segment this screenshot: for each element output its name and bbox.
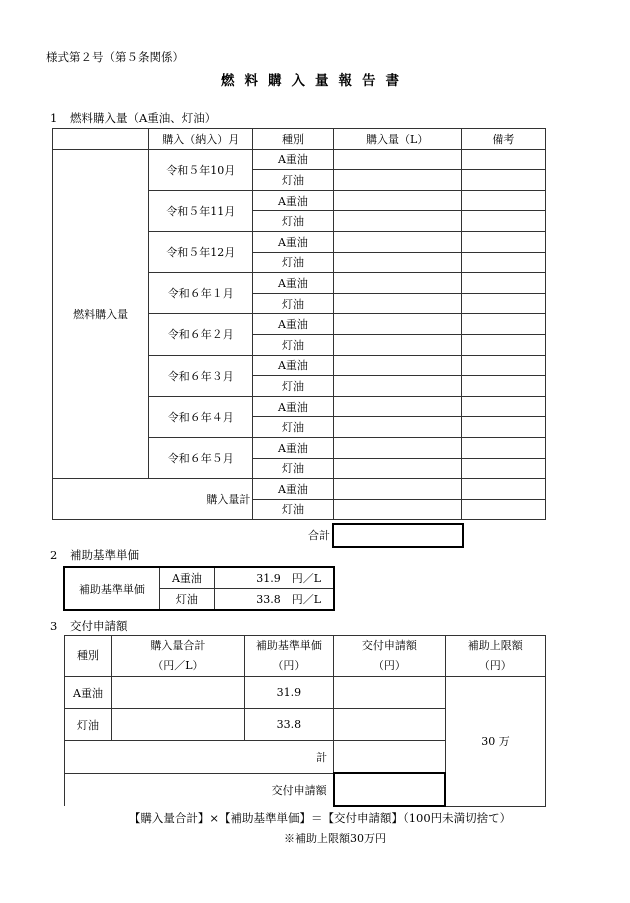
remarks-field[interactable] [461,458,545,479]
fuel-type: A重油 [253,355,333,376]
section2-title: 補助基準単価 [70,548,139,562]
remarks-field[interactable] [461,417,545,438]
col-header-purchase-total [112,636,245,677]
amount-field[interactable] [333,334,461,355]
month-cell: 令和６年３月 [149,355,253,396]
fuel-type: A重油 [253,231,333,252]
subtotal-field[interactable] [333,479,461,500]
amount-field[interactable] [333,437,461,458]
amount-field[interactable] [333,231,461,252]
application-total-field[interactable] [334,773,445,806]
remarks-field[interactable] [461,170,545,191]
remarks-field[interactable] [461,314,545,335]
fuel-type: A重油 [253,273,333,294]
amount-field[interactable] [333,355,461,376]
form-number: 様式第２号（第５条関係） [46,50,184,64]
section3-heading [50,618,128,634]
fuel-type: A重油 [159,567,215,589]
base-price-value: 33.8 [244,709,333,741]
col-header-type: 種別 [65,636,112,677]
amount-field[interactable] [333,417,461,438]
remarks-field[interactable] [461,396,545,417]
sum-field[interactable] [334,741,445,774]
month-cell: 令和６年２月 [149,314,253,355]
formula-text: 【購入量合計】×【補助基準単価】＝【交付申請額】（100円未満切捨て） [128,811,512,825]
fuel-type: 灯油 [253,293,333,314]
amount-field[interactable] [333,211,461,232]
section3-number: 3 [50,619,58,633]
month-cell: 令和６年４月 [149,396,253,437]
grand-total-field[interactable] [332,523,464,548]
fuel-type: A重油 [253,437,333,458]
amount-field[interactable] [333,190,461,211]
limit-value: 30 万 [445,677,545,807]
month-cell: 令和５年10月 [149,149,253,190]
fuel-type: A重油 [65,677,112,709]
application-field[interactable] [334,709,445,741]
base-price-value: 31.9 円／L [215,567,334,589]
base-price-table [63,566,335,611]
fuel-type: A重油 [253,149,333,170]
subtotal-label: 購入量計 [53,479,253,520]
application-field[interactable] [334,677,445,709]
amount-field[interactable] [333,149,461,170]
section3-title: 交付申請額 [70,619,128,633]
amount-field[interactable] [333,376,461,397]
remarks-field[interactable] [461,499,545,520]
amount-field[interactable] [333,396,461,417]
remarks-field[interactable] [461,334,545,355]
section1-title: 燃料購入量（A重油、灯油） [70,111,217,125]
table-row [65,677,546,709]
remarks-field[interactable] [461,149,545,170]
remarks-field[interactable] [461,437,545,458]
fuel-type: A重油 [253,396,333,417]
application-table [64,635,546,807]
table-row [53,149,546,170]
remarks-field[interactable] [461,211,545,232]
row-group-label: 燃料購入量 [53,149,149,479]
table-row [64,567,334,589]
remarks-field[interactable] [461,252,545,273]
fuel-type: 灯油 [65,709,112,741]
section2-heading [50,547,139,563]
fuel-type: 灯油 [253,376,333,397]
fuel-type: A重油 [253,190,333,211]
fuel-type: 灯油 [253,417,333,438]
col-header-amount: 購入量（L） [333,129,461,150]
purchase-total-field[interactable] [112,677,245,709]
grand-total-row [52,523,464,546]
amount-field[interactable] [333,252,461,273]
base-price-label: 補助基準単価 [64,567,159,610]
col-header-limit [445,636,545,677]
remarks-field[interactable] [461,190,545,211]
section1-number: 1 [50,111,58,125]
table-header-row [53,129,546,150]
purchase-total-field[interactable] [112,709,245,741]
amount-field[interactable] [333,314,461,335]
fuel-type: 灯油 [253,211,333,232]
fuel-type: A重油 [253,314,333,335]
remarks-field[interactable] [461,479,545,500]
col-header-type: 種別 [253,129,333,150]
grand-total-label: 合計 [308,529,330,542]
subtotal-field[interactable] [333,499,461,520]
fuel-purchase-table [52,128,546,520]
amount-field[interactable] [333,170,461,191]
fuel-type: 灯油 [253,170,333,191]
fuel-type: A重油 [253,479,333,500]
base-price-value: 31.9 [244,677,333,709]
sum-label: 計 [65,741,334,774]
subtotal-row [53,479,546,500]
limit-label: 補助上限額 [467,639,523,652]
application-label: 交付申請額 [361,639,417,652]
limit-unit: （円） [478,659,512,672]
remarks-field[interactable] [461,293,545,314]
month-cell: 令和６年１月 [149,273,253,314]
page-title: 燃料購入量報告書 [221,73,409,89]
col-header-base-price [244,636,333,677]
remarks-field[interactable] [461,273,545,294]
month-cell: 令和５年11月 [149,190,253,231]
month-cell: 令和５年12月 [149,231,253,272]
application-total-label: 交付申請額 [65,773,334,806]
month-cell: 令和６年５月 [149,437,253,478]
fuel-type: 灯油 [253,252,333,273]
purchase-total-unit: （円／L） [152,659,204,672]
amount-field[interactable] [333,293,461,314]
fuel-type: 灯油 [253,458,333,479]
application-unit: （円） [372,659,406,672]
section1-heading [50,110,216,126]
fuel-type: 灯油 [159,589,215,611]
base-price-unit: （円） [272,659,306,672]
base-price-label: 補助基準単価 [255,639,322,652]
remarks-field[interactable] [461,376,545,397]
fuel-type: 灯油 [253,499,333,520]
amount-field[interactable] [333,273,461,294]
col-header-application [334,636,445,677]
col-header-remarks: 備考 [461,129,545,150]
remarks-field[interactable] [461,355,545,376]
note-text: ※補助上限額30万円 [284,832,386,845]
corner-cell [53,129,149,150]
table-header-row [65,636,546,677]
fuel-type: 灯油 [253,334,333,355]
section2-number: 2 [50,548,58,562]
base-price-value: 33.8 円／L [215,589,334,611]
purchase-total-label: 購入量合計 [150,639,206,652]
col-header-month: 購入（納入）月 [149,129,253,150]
remarks-field[interactable] [461,231,545,252]
amount-field[interactable] [333,458,461,479]
